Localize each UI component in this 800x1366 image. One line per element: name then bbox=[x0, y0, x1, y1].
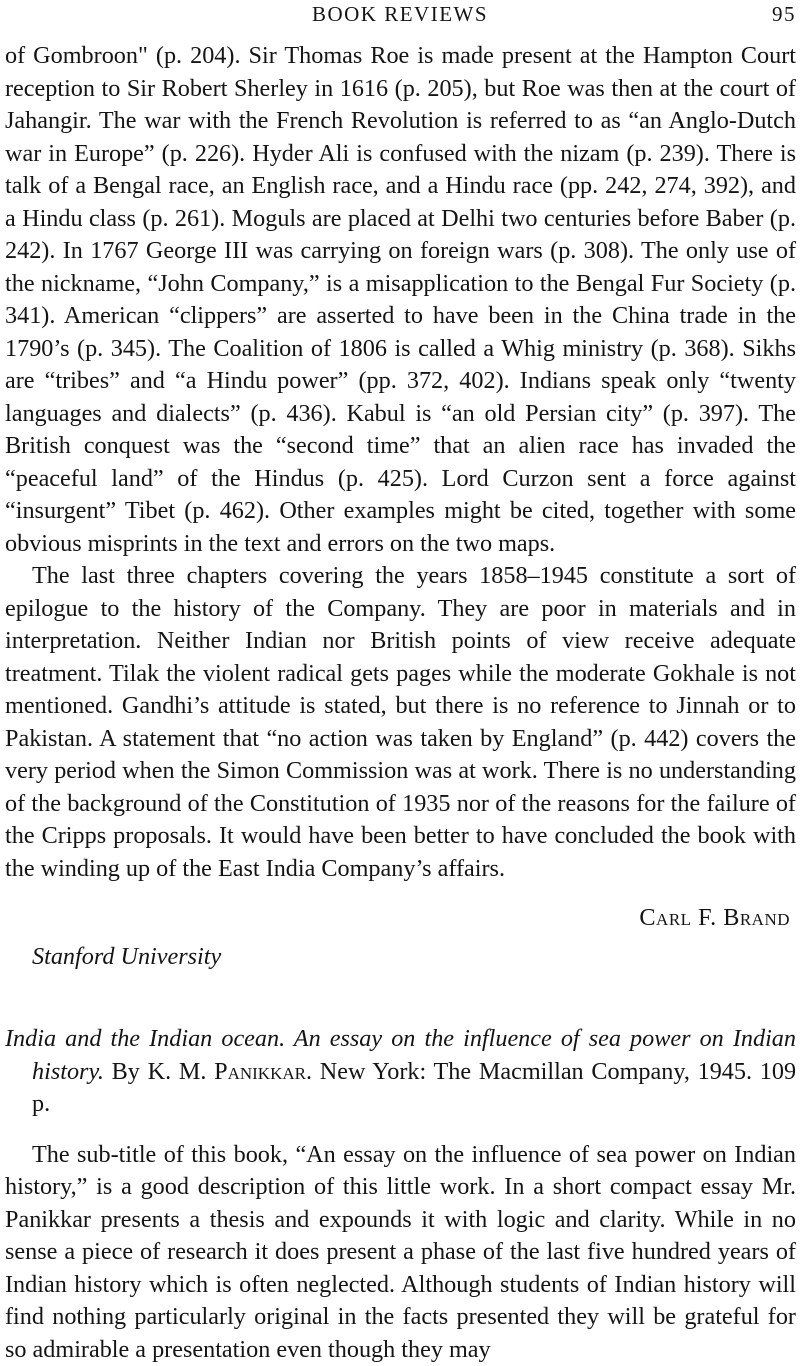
section-gap bbox=[5, 1121, 796, 1139]
reviewer-signature: Carl F. Brand bbox=[5, 902, 796, 935]
reviewer-affiliation: Stanford University bbox=[5, 941, 796, 974]
running-head bbox=[0, 2, 800, 26]
book-title: India and the Indian ocean. An essay on the influence of sea power on Indian history. bbox=[5, 1025, 796, 1085]
book-citation bbox=[5, 1023, 796, 1121]
page-body bbox=[5, 40, 796, 1366]
running-title: BOOK REVIEWS bbox=[0, 2, 800, 27]
review2-paragraph-1: The sub-title of this book, “An essay on the influence of sea power on Indian history,” is a good description of this little work. In a short compact essay Mr. Panikkar presents a thesis and expounds it with logic and clarity. While in no sense a piece of research it does present a phase of the last five hundred years of Indian history which is often neglected. Although students of Indian history will find nothing particularly original in the facts presented they will be grateful for so admirable a presentation even though they may bbox=[5, 1139, 796, 1366]
page-number: 95 bbox=[772, 2, 796, 27]
publication-info: New York: The Macmillan Company, 1945. 109 p. bbox=[32, 1058, 796, 1118]
review1-paragraph-1: of Gombroon" (p. 204). Sir Thomas Roe is made present at the Hampton Court reception to Sir Robert Sherley in 1616 (p. 205), but Roe was then at the court of Jahangir. The war with the French Revolution is referred to as “an Anglo-Dutch war in Europe” (p. 226). Hyder Ali is confused with the nizam (p. 239). There is talk of a Bengal race, an English race, and a Hindu race (pp. 242, 274, 392), and a Hindu class (p. 261). Moguls are placed at Delhi two centuries before Baber (p. 242). In 1767 George III was carrying on foreign wars (p. 308). The only use of the nickname, “John Company,” is a misapplication to the Bengal Fur Society (p. 341). American “clippers” are asserted to have been in the China trade in the 1790’s (p. 345). The Coalition of 1806 is called a Whig ministry (p. 368). Sikhs are “tribes” and “a Hindu power” (pp. 372, 402). Indians speak only “twenty languages and dialects” (p. 436). Kabul is “an old Persian city” (p. 397). The British conquest was the “second time” that an alien race has invaded the “peaceful land” of the Hindus (p. 425). Lord Curzon sent a force against “insurgent” Tibet (p. 462). Other examples might be cited, together with some obvious misprints in the text and errors on the two maps. bbox=[5, 40, 796, 560]
review1-paragraph-2: The last three chapters covering the years 1858–1945 constitute a sort of epilogue to the history of the Company. They are poor in materials and in interpretation. Neither Indian nor British points of view receive adequate treatment. Tilak the violent radical gets pages while the moderate Gokhale is not mentioned. Gandhi’s attitude is stated, but there is no reference to Jinnah or to Pakistan. A statement that “no action was taken by England” (p. 442) covers the very period when the Simon Commission was at work. There is no understanding of the background of the Constitution of 1935 nor of the reasons for the failure of the Cripps proposals. It would have been better to have concluded the book with the winding up of the East India Company’s affairs. bbox=[5, 560, 796, 885]
book-author: K. M. Panikkar. bbox=[148, 1058, 312, 1085]
by-label: By bbox=[112, 1058, 140, 1085]
